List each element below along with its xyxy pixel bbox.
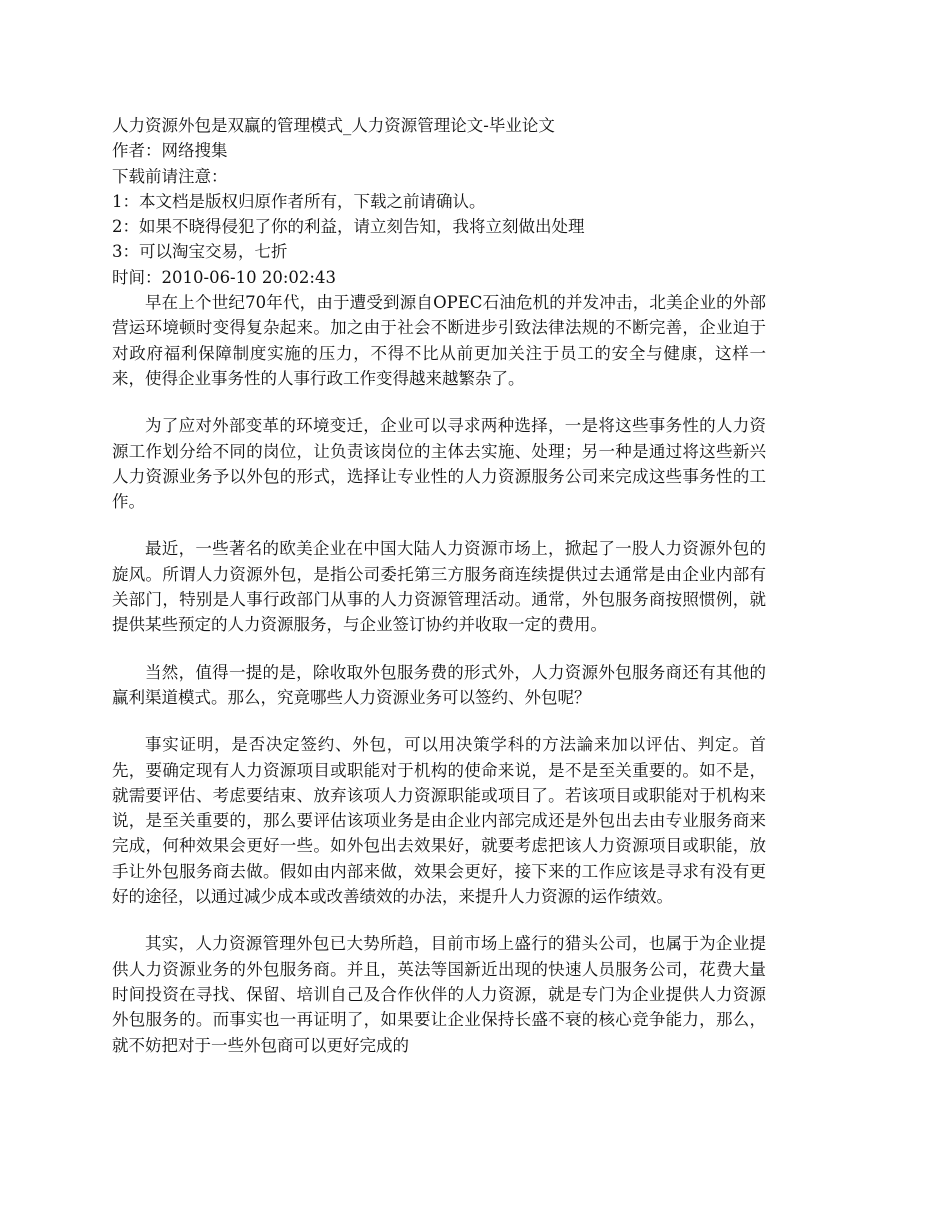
body-paragraph-2: 为了应对外部变革的环境变迁，企业可以寻求两种选择，一是将这些事务性的人力资源工作划分给不同的岗位，让负责该岗位的主体去实施、处理；另一种是通过将这些新兴人力资源业务予以外包的形式，选择让专业性的人力资源服务公司来完成这些事务性的工作。	[112, 416, 766, 512]
timestamp: 时间：2010-06-10 20:02:43	[112, 267, 336, 287]
body-paragraph-5: 事实证明，是否决定签约、外包，可以用决策学科的方法論来加以评估、判定。首先，要确定现有人力资源项目或职能对于机构的使命来说，是不是至关重要的。如不是，就需要评估、考虑要结束、放弃该项人力资源职能或项目了。若该项目或职能对于机构来说，是至关重要的，那么要评估该项业务是由企业内部完成还是外包出去由专业服务商来完成，何种效果会更好一些。如外包出去效果好，就要考虑把该人力资源项目或职能，放手让外包服务商去做。假如由内部来做，效果会更好，接下来的工作应该是寻求有没有更好的途径，以通过减少成本或改善绩效的办法，来提升人力资源的运作绩效。	[112, 735, 766, 907]
notice-item-3: 3：可以淘宝交易，七折	[112, 242, 288, 262]
body-paragraph-3: 最近，一些著名的欧美企业在中国大陆人力资源市场上，掀起了一股人力资源外包的旋风。所谓人力资源外包，是指公司委托第三方服务商连续提供过去通常是由企业内部有关部门，特别是人事行政部门从事的人力资源管理活动。通常，外包服务商按照惯例，就提供某些预定的人力资源服务，与企业签订协约并收取一定的费用。	[112, 539, 766, 635]
body-paragraph-6: 其实，人力资源管理外包已大势所趋，目前市场上盛行的猎头公司，也属于为企业提供人力资源业务的外包服务商。并且，英法等国新近出现的快速人员服务公司，花费大量时间投资在寻找、保留、培训自己及合作伙伴的人力资源，就是专门为企业提供人力资源外包服务的。而事实也一再证明了，如果要让企业保持长盛不衰的核心竞争能力，那么，就不妨把对于一些外包商可以更好完成的	[112, 934, 766, 1055]
document-page	[112, 113, 766, 1058]
notice-item-1: 1：本文档是版权归原作者所有，下载之前请确认。	[112, 191, 486, 211]
author-line: 作者：网络搜集	[112, 141, 228, 161]
body-paragraph-4: 当然，值得一提的是，除收取外包服务费的形式外，人力资源外包服务商还有其他的赢利渠道模式。那么，究竟哪些人力资源业务可以签约、外包呢？	[112, 662, 766, 707]
body-paragraph-1: 早在上个世纪70年代，由于遭受到源自OPEC石油危机的并发冲击，北美企业的外部营运环境顿时变得复杂起来。加之由于社会不断进步引致法律法规的不断完善，企业迫于对政府福利保障制度实施的压力，不得不比从前更加关注于员工的安全与健康，这样一来，使得企业事务性的人事行政工作变得越来越繁杂了。	[112, 293, 766, 388]
document-title: 人力资源外包是双赢的管理模式_人力资源管理论文-毕业论文	[112, 116, 555, 135]
notice-header: 下载前请注意：	[112, 166, 228, 186]
notice-item-2: 2：如果不晓得侵犯了你的利益，请立刻告知，我将立刻做出处理	[112, 217, 585, 237]
